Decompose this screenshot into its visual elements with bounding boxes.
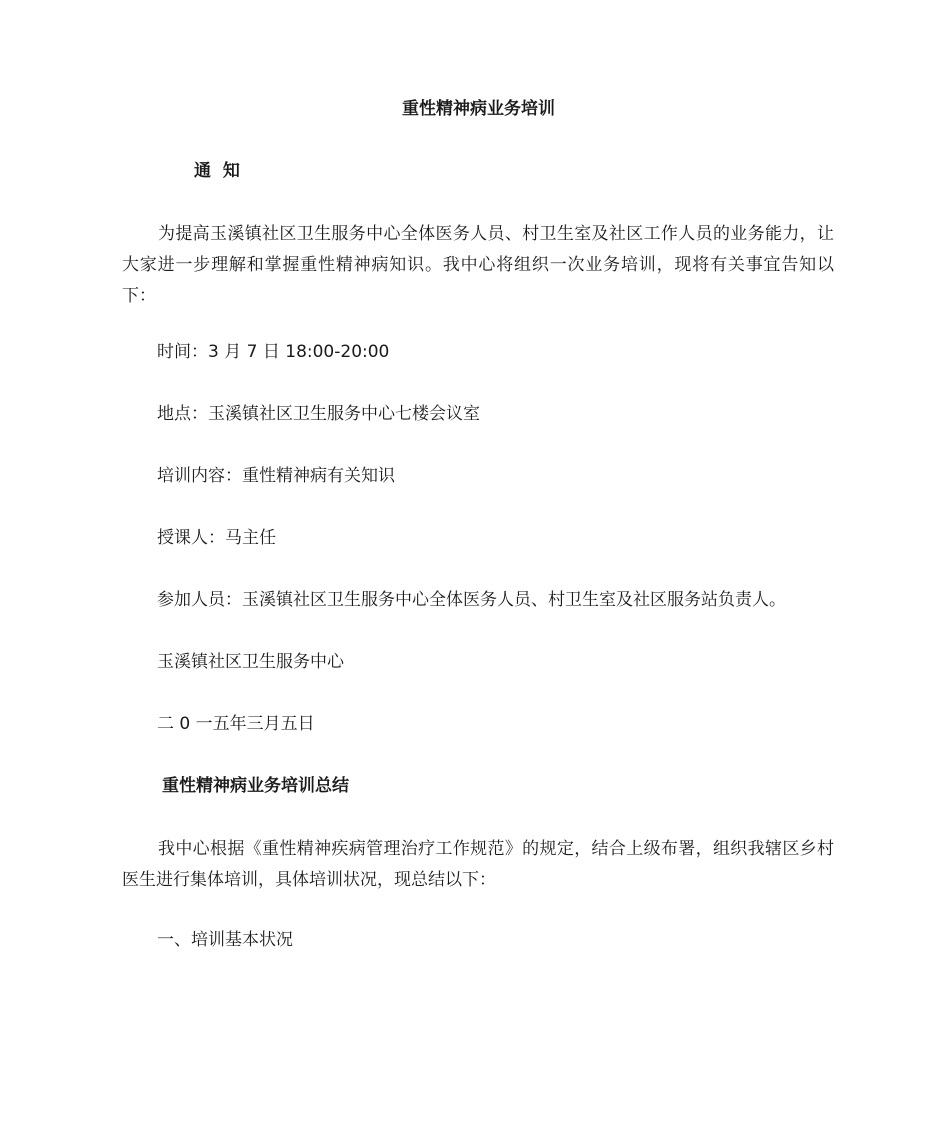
summary-section-heading: 一、培训基本状况	[157, 930, 293, 950]
notice-location: 地点：玉溪镇社区卫生服务中心七楼会议室	[157, 404, 480, 424]
notice-time: 时间：3 月 7 日 18:00-20:00	[157, 342, 390, 362]
notice-date: 二 0 一五年三月五日	[157, 714, 315, 734]
notice-intro-paragraph: 为提高玉溪镇社区卫生服务中心全体医务人员、村卫生室及社区工作人员的业务能力，让大家进一步理解和掌握重性精神病知识。我中心将组织一次业务培训，现将有关事宜告知以下：	[122, 224, 834, 306]
notice-issuer: 玉溪镇社区卫生服务中心	[157, 652, 344, 672]
notice-title: 重性精神病业务培训	[402, 99, 555, 119]
notice-lecturer: 授课人：马主任	[157, 528, 276, 548]
notice-content: 培训内容：重性精神病有关知识	[157, 466, 395, 486]
notice-participants: 参加人员：玉溪镇社区卫生服务中心全体医务人员、村卫生室及社区服务站负责人。	[157, 590, 786, 610]
notice-subtitle: 通 知	[194, 161, 240, 181]
summary-title: 重性精神病业务培训总结	[162, 776, 349, 796]
summary-intro-paragraph: 我中心根据《重性精神疾病管理治疗工作规范》的规定，结合上级布署，组织我辖区乡村医生进行集体培训，具体培训状况，现总结以下：	[122, 839, 834, 890]
